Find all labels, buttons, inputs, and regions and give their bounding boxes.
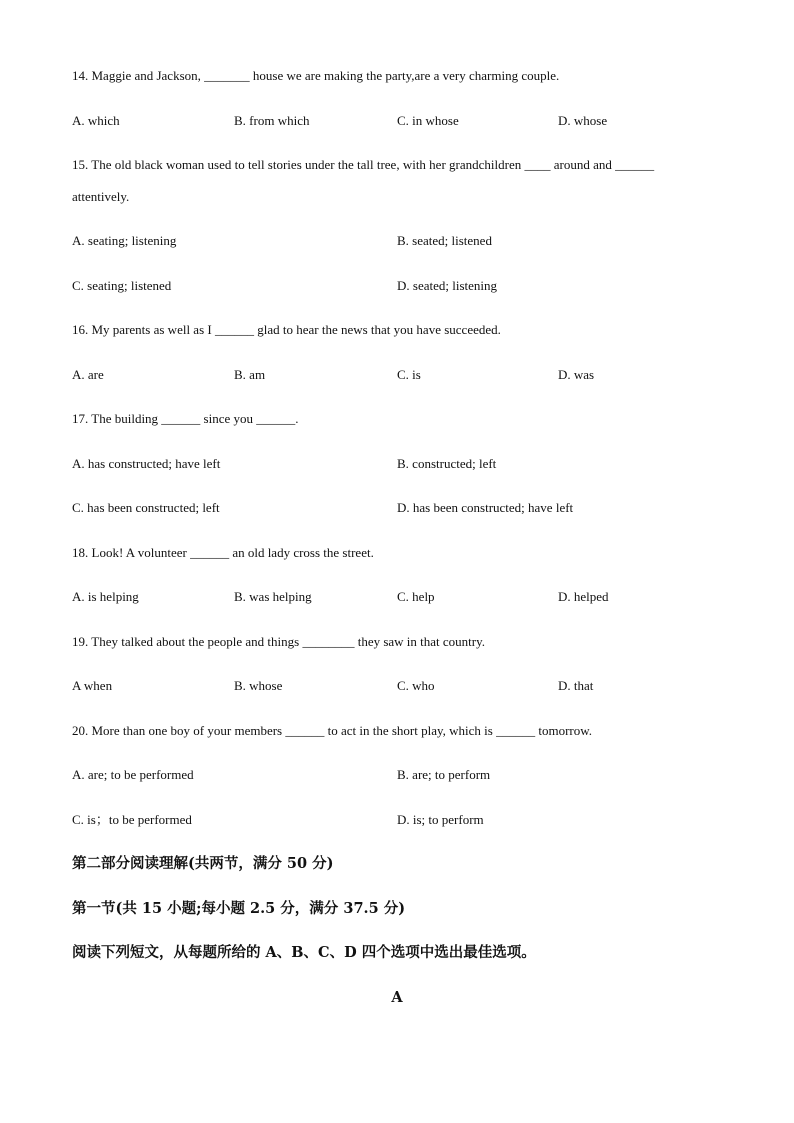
q18-option-d: D. helped: [558, 589, 609, 604]
part-two-title: 第二部分阅读理解(共两节，满分 50 分): [72, 855, 334, 872]
q19-option-c: C. who: [397, 678, 435, 693]
q17-option-d: D. has been constructed; have left: [397, 500, 574, 515]
question-14-stem: 14. Maggie and Jackson, _______ house we are making the party,are a very charming couple.: [72, 68, 560, 83]
q17-option-c: C. has been constructed; left: [72, 500, 220, 515]
q19-option-a: A when: [72, 678, 113, 693]
question-19-stem: 19. They talked about the people and things ________ they saw in that country.: [72, 634, 486, 649]
q15-option-b: B. seated; listened: [397, 233, 492, 248]
q20-option-d: D. is; to perform: [397, 812, 484, 827]
passage-label: A: [391, 989, 403, 1006]
q20-option-b: B. are; to perform: [397, 767, 491, 782]
q16-option-d: D. was: [558, 367, 595, 382]
question-15-stem-continued: attentively.: [72, 189, 130, 204]
q17-option-a: A. has constructed; have left: [72, 456, 221, 471]
reading-instruction: 阅读下列短文，从每题所给的 A、B、C、D 四个选项中选出最佳选项。: [72, 944, 536, 961]
q20-option-c: C. is；to be performed: [72, 812, 192, 827]
q14-option-c: C. in whose: [397, 113, 459, 128]
question-16-stem: 16. My parents as well as I ______ glad to hear the news that you have succeeded.: [72, 322, 501, 337]
question-18-stem: 18. Look! A volunteer ______ an old lady cross the street.: [72, 545, 374, 560]
q15-option-d: D. seated; listening: [397, 278, 498, 293]
q19-option-d: D. that: [558, 678, 594, 693]
q19-option-b: B. whose: [234, 678, 283, 693]
q15-option-a: A. seating; listening: [72, 233, 177, 248]
q16-option-a: A. are: [72, 367, 104, 382]
q16-option-b: B. am: [234, 367, 266, 382]
q18-option-a: A. is helping: [72, 589, 139, 604]
q18-option-c: C. help: [397, 589, 435, 604]
q18-option-b: B. was helping: [234, 589, 312, 604]
question-17-stem: 17. The building ______ since you ______.: [72, 411, 299, 426]
q20-option-a: A. are; to be performed: [72, 767, 194, 782]
q16-option-c: C. is: [397, 367, 421, 382]
q14-option-a: A. which: [72, 113, 120, 128]
question-15-stem: 15. The old black woman used to tell stories under the tall tree, with her grandchildren ____ around and ______: [72, 157, 655, 172]
q14-option-d: D. whose: [558, 113, 608, 128]
question-20-stem: 20. More than one boy of your members ______ to act in the short play, which is ______ tomorrow.: [72, 723, 593, 738]
q14-option-b: B. from which: [234, 113, 310, 128]
section-one-title: 第一节(共 15 小题;每小题 2.5 分，满分 37.5 分): [72, 900, 406, 917]
q17-option-b: B. constructed; left: [397, 456, 497, 471]
q15-option-c: C. seating; listened: [72, 278, 172, 293]
